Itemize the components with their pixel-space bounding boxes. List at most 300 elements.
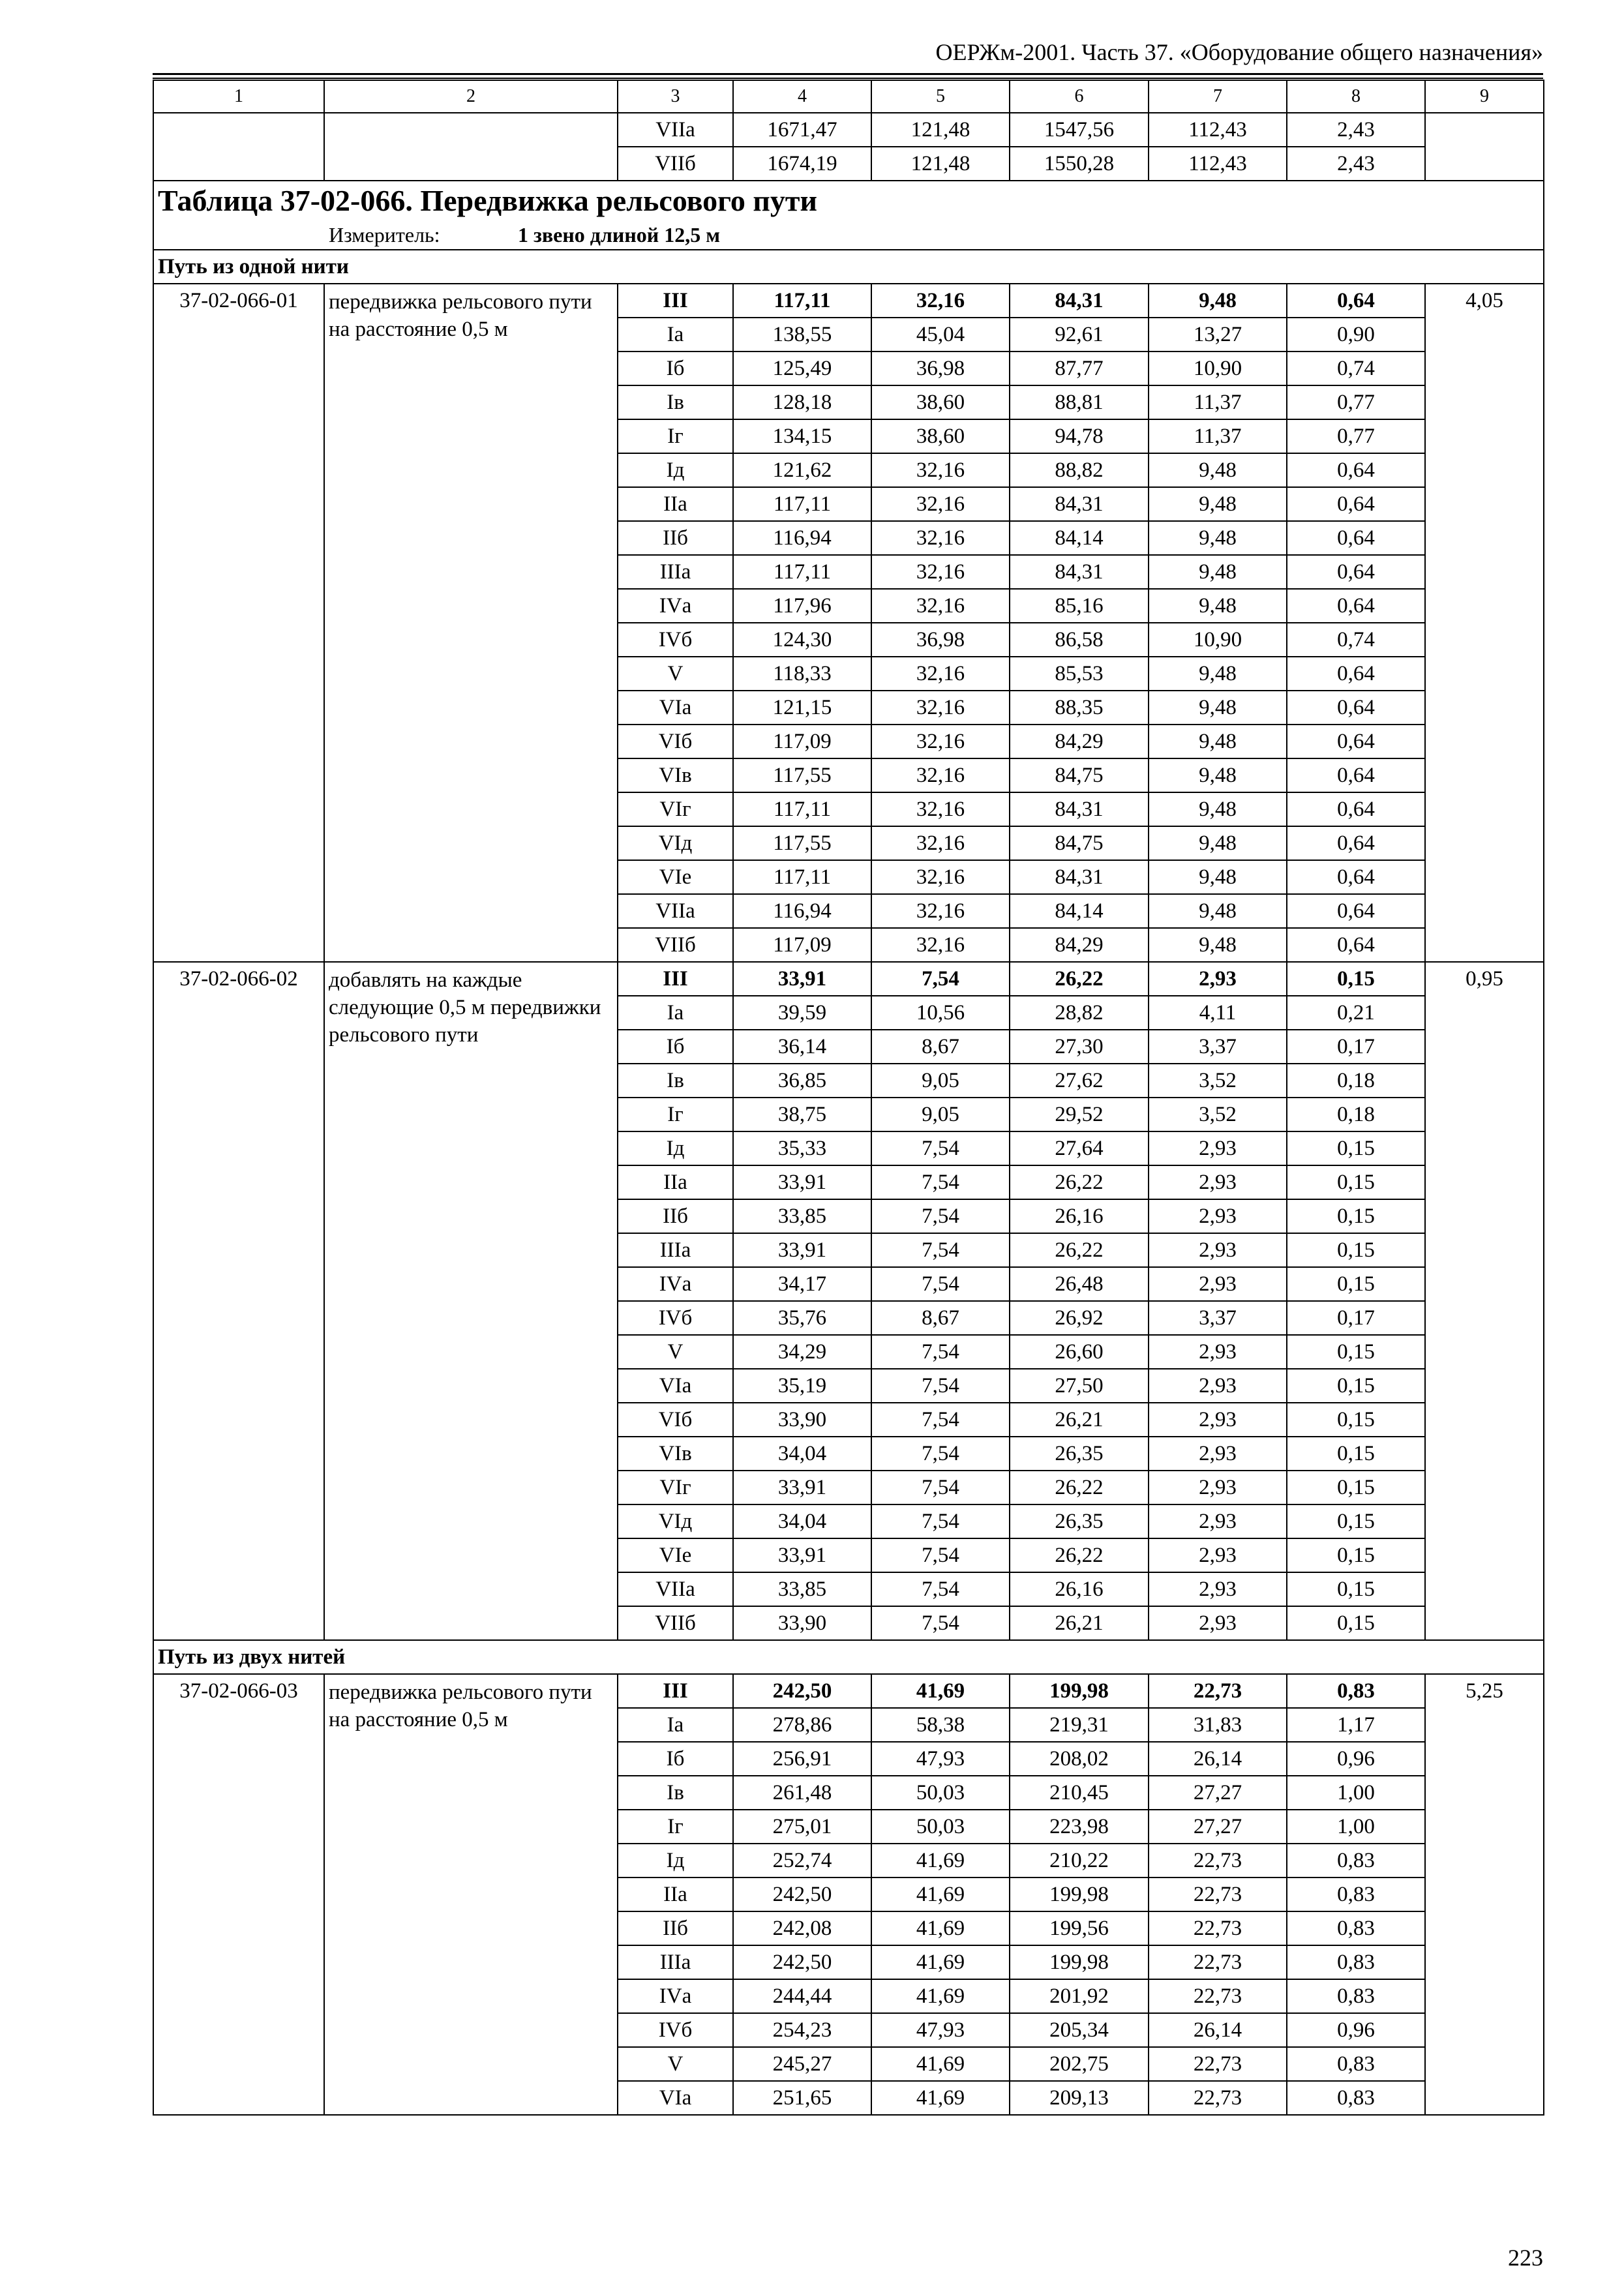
code-cell: 37-02-066-01 — [153, 284, 324, 962]
labor-cost-cell: 58,38 — [871, 1708, 1010, 1742]
driver-wage-cell: 9,48 — [1149, 284, 1287, 318]
labor-cost-cell: 7,54 — [871, 1369, 1010, 1403]
direct-cost-cell: 244,44 — [733, 1979, 871, 2013]
region-cell: IIIа — [618, 555, 733, 589]
driver-wage-cell: 4,11 — [1149, 996, 1287, 1030]
machine-cost-cell: 85,16 — [1010, 589, 1149, 623]
machine-cost-cell: 199,98 — [1010, 1878, 1149, 1911]
labor-cost-cell: 47,93 — [871, 1742, 1010, 1776]
driver-wage-cell: 2,93 — [1149, 1199, 1287, 1233]
rates-table — [153, 80, 1544, 2116]
running-header: ОЕРЖм-2001. Часть 37. «Оборудование общего назначения» — [935, 39, 1543, 65]
labor-cost-cell: 41,69 — [871, 1979, 1010, 2013]
direct-cost-cell: 33,91 — [733, 1471, 871, 1504]
region-cell: VIа — [618, 2081, 733, 2115]
labor-cost-cell: 41,69 — [871, 1911, 1010, 1945]
direct-cost-cell: 128,18 — [733, 385, 871, 419]
machine-cost-cell: 26,35 — [1010, 1504, 1149, 1538]
driver-wage-cell: 2,93 — [1149, 1504, 1287, 1538]
machine-cost-cell: 202,75 — [1010, 2047, 1149, 2081]
labor-cost-cell: 32,16 — [871, 284, 1010, 318]
machine-cost-cell: 26,22 — [1010, 1538, 1149, 1572]
labor-cost-cell: 32,16 — [871, 928, 1010, 962]
region-cell: Iг — [618, 1098, 733, 1131]
machine-cost-cell: 26,22 — [1010, 1471, 1149, 1504]
driver-wage-cell: 3,37 — [1149, 1301, 1287, 1335]
region-cell: III — [618, 284, 733, 318]
materials-cell: 1,00 — [1287, 1810, 1425, 1844]
description-cell — [324, 113, 618, 181]
driver-wage-cell: 9,48 — [1149, 725, 1287, 758]
region-cell: VIIа — [618, 113, 733, 147]
machine-cost-cell: 1547,56 — [1010, 113, 1149, 147]
driver-wage-cell: 9,48 — [1149, 453, 1287, 487]
column-number: 1 — [153, 80, 324, 113]
machine-cost-cell: 26,60 — [1010, 1335, 1149, 1369]
machine-cost-cell: 26,48 — [1010, 1267, 1149, 1301]
labor-cost-cell: 8,67 — [871, 1301, 1010, 1335]
driver-wage-cell: 22,73 — [1149, 1674, 1287, 1708]
section-heading: Путь из двух нитей — [153, 1640, 1544, 1674]
machine-cost-cell: 84,31 — [1010, 284, 1149, 318]
materials-cell: 0,64 — [1287, 487, 1425, 521]
labor-cost-cell: 38,60 — [871, 419, 1010, 453]
materials-cell: 0,15 — [1287, 1199, 1425, 1233]
machine-cost-cell: 88,35 — [1010, 691, 1149, 725]
region-cell: VIб — [618, 1403, 733, 1437]
driver-wage-cell: 9,48 — [1149, 691, 1287, 725]
region-cell: IVб — [618, 2013, 733, 2047]
direct-cost-cell: 275,01 — [733, 1810, 871, 1844]
driver-wage-cell: 2,93 — [1149, 1572, 1287, 1606]
direct-cost-cell: 117,11 — [733, 284, 871, 318]
driver-wage-cell: 22,73 — [1149, 1911, 1287, 1945]
machine-cost-cell: 27,50 — [1010, 1369, 1149, 1403]
materials-cell: 0,15 — [1287, 1471, 1425, 1504]
labor-cost-cell: 32,16 — [871, 860, 1010, 894]
direct-cost-cell: 121,62 — [733, 453, 871, 487]
labor-cost-cell: 8,67 — [871, 1030, 1010, 1064]
materials-cell: 2,43 — [1287, 113, 1425, 147]
driver-wage-cell: 26,14 — [1149, 1742, 1287, 1776]
direct-cost-cell: 1671,47 — [733, 113, 871, 147]
page-number: 223 — [1508, 2245, 1543, 2271]
driver-wage-cell: 13,27 — [1149, 318, 1287, 352]
table-row — [153, 113, 1544, 147]
materials-cell: 0,64 — [1287, 894, 1425, 928]
machine-cost-cell: 28,82 — [1010, 996, 1149, 1030]
region-cell: Iб — [618, 1030, 733, 1064]
materials-cell: 0,15 — [1287, 1165, 1425, 1199]
machine-cost-cell: 84,75 — [1010, 758, 1149, 792]
driver-wage-cell: 9,48 — [1149, 928, 1287, 962]
direct-cost-cell: 117,11 — [733, 487, 871, 521]
labor-cost-cell: 7,54 — [871, 1606, 1010, 1640]
driver-wage-cell: 11,37 — [1149, 385, 1287, 419]
labor-cost-cell: 121,48 — [871, 147, 1010, 181]
region-cell: VIе — [618, 860, 733, 894]
region-cell: IIIа — [618, 1233, 733, 1267]
driver-wage-cell: 22,73 — [1149, 1945, 1287, 1979]
direct-cost-cell: 134,15 — [733, 419, 871, 453]
labor-cost-cell: 50,03 — [871, 1810, 1010, 1844]
materials-cell: 0,64 — [1287, 555, 1425, 589]
labor-cost-cell: 7,54 — [871, 1131, 1010, 1165]
materials-cell: 0,18 — [1287, 1064, 1425, 1098]
region-cell: V — [618, 2047, 733, 2081]
machine-cost-cell: 87,77 — [1010, 352, 1149, 385]
machine-cost-cell: 223,98 — [1010, 1810, 1149, 1844]
direct-cost-cell: 35,76 — [733, 1301, 871, 1335]
driver-wage-cell: 3,52 — [1149, 1098, 1287, 1131]
section-heading: Путь из одной нити — [153, 250, 1544, 284]
materials-cell: 0,64 — [1287, 792, 1425, 826]
direct-cost-cell: 38,75 — [733, 1098, 871, 1131]
materials-cell: 0,64 — [1287, 860, 1425, 894]
direct-cost-cell: 33,85 — [733, 1572, 871, 1606]
driver-wage-cell: 22,73 — [1149, 1844, 1287, 1878]
direct-cost-cell: 33,91 — [733, 1165, 871, 1199]
driver-wage-cell: 9,48 — [1149, 487, 1287, 521]
region-cell: Iб — [618, 352, 733, 385]
machine-cost-cell: 199,98 — [1010, 1945, 1149, 1979]
direct-cost-cell: 125,49 — [733, 352, 871, 385]
driver-wage-cell: 26,14 — [1149, 2013, 1287, 2047]
labor-cost-cell: 7,54 — [871, 962, 1010, 996]
machine-cost-cell: 199,98 — [1010, 1674, 1149, 1708]
direct-cost-cell: 35,33 — [733, 1131, 871, 1165]
region-cell: Iв — [618, 1064, 733, 1098]
direct-cost-cell: 117,09 — [733, 725, 871, 758]
driver-wage-cell: 9,48 — [1149, 555, 1287, 589]
region-cell: VIа — [618, 1369, 733, 1403]
direct-cost-cell: 121,15 — [733, 691, 871, 725]
labor-cost-cell: 32,16 — [871, 792, 1010, 826]
measure-label: Измеритель: — [329, 223, 440, 247]
driver-wage-cell: 27,27 — [1149, 1810, 1287, 1844]
materials-cell: 0,15 — [1287, 1572, 1425, 1606]
materials-cell: 0,15 — [1287, 1267, 1425, 1301]
direct-cost-cell: 261,48 — [733, 1776, 871, 1810]
materials-cell: 0,15 — [1287, 1131, 1425, 1165]
materials-cell: 1,00 — [1287, 1776, 1425, 1810]
region-cell: V — [618, 1335, 733, 1369]
direct-cost-cell: 254,23 — [733, 2013, 871, 2047]
labor-cost-cell: 32,16 — [871, 758, 1010, 792]
machine-cost-cell: 209,13 — [1010, 2081, 1149, 2115]
materials-cell: 0,83 — [1287, 2081, 1425, 2115]
region-cell: IVб — [618, 1301, 733, 1335]
direct-cost-cell: 36,14 — [733, 1030, 871, 1064]
driver-wage-cell: 2,93 — [1149, 1403, 1287, 1437]
column-number: 3 — [618, 80, 733, 113]
machine-cost-cell: 84,31 — [1010, 555, 1149, 589]
total-cell — [1425, 113, 1544, 181]
direct-cost-cell: 256,91 — [733, 1742, 871, 1776]
region-cell: VIIа — [618, 1572, 733, 1606]
driver-wage-cell: 2,93 — [1149, 1165, 1287, 1199]
machine-cost-cell: 84,29 — [1010, 928, 1149, 962]
direct-cost-cell: 33,90 — [733, 1403, 871, 1437]
machine-cost-cell: 1550,28 — [1010, 147, 1149, 181]
labor-cost-cell: 47,93 — [871, 2013, 1010, 2047]
materials-cell: 0,15 — [1287, 1437, 1425, 1471]
direct-cost-cell: 116,94 — [733, 521, 871, 555]
code-cell: 37-02-066-02 — [153, 962, 324, 1640]
machine-cost-cell: 88,81 — [1010, 385, 1149, 419]
region-cell: III — [618, 962, 733, 996]
direct-cost-cell: 39,59 — [733, 996, 871, 1030]
driver-wage-cell: 27,27 — [1149, 1776, 1287, 1810]
direct-cost-cell: 117,11 — [733, 555, 871, 589]
materials-cell: 0,15 — [1287, 1403, 1425, 1437]
labor-cost-cell: 50,03 — [871, 1776, 1010, 1810]
labor-cost-cell: 32,16 — [871, 657, 1010, 691]
direct-cost-cell: 242,50 — [733, 1674, 871, 1708]
table-row — [153, 1674, 1544, 1708]
materials-cell: 0,15 — [1287, 1369, 1425, 1403]
driver-wage-cell: 3,37 — [1149, 1030, 1287, 1064]
materials-cell: 1,17 — [1287, 1708, 1425, 1742]
labor-cost-cell: 41,69 — [871, 1674, 1010, 1708]
column-number: 9 — [1425, 80, 1544, 113]
labor-cost-cell: 121,48 — [871, 113, 1010, 147]
labor-cost-cell: 7,54 — [871, 1165, 1010, 1199]
machine-cost-cell: 26,16 — [1010, 1572, 1149, 1606]
labor-cost-cell: 32,16 — [871, 826, 1010, 860]
materials-cell: 0,15 — [1287, 1335, 1425, 1369]
region-cell: IIб — [618, 1199, 733, 1233]
table-row — [153, 962, 1544, 996]
direct-cost-cell: 116,94 — [733, 894, 871, 928]
labor-cost-cell: 7,54 — [871, 1572, 1010, 1606]
direct-cost-cell: 242,50 — [733, 1945, 871, 1979]
region-cell: III — [618, 1674, 733, 1708]
labor-cost-cell: 32,16 — [871, 589, 1010, 623]
labor-cost-cell: 32,16 — [871, 725, 1010, 758]
direct-cost-cell: 117,11 — [733, 860, 871, 894]
region-cell: VIIб — [618, 928, 733, 962]
materials-cell: 0,15 — [1287, 962, 1425, 996]
region-cell: Iд — [618, 1131, 733, 1165]
driver-wage-cell: 31,83 — [1149, 1708, 1287, 1742]
measure-value: 1 звено длиной 12,5 м — [518, 223, 721, 247]
materials-cell: 0,83 — [1287, 1878, 1425, 1911]
labor-cost-cell: 7,54 — [871, 1403, 1010, 1437]
labor-cost-cell: 7,54 — [871, 1504, 1010, 1538]
driver-wage-cell: 10,90 — [1149, 623, 1287, 657]
materials-cell: 0,15 — [1287, 1233, 1425, 1267]
machine-cost-cell: 201,92 — [1010, 1979, 1149, 2013]
direct-cost-cell: 117,55 — [733, 826, 871, 860]
labor-cost-cell: 7,54 — [871, 1335, 1010, 1369]
driver-wage-cell: 9,48 — [1149, 894, 1287, 928]
materials-cell: 0,83 — [1287, 1911, 1425, 1945]
table-title-row — [153, 181, 1544, 220]
total-cell: 4,05 — [1425, 284, 1544, 962]
driver-wage-cell: 3,52 — [1149, 1064, 1287, 1098]
direct-cost-cell: 34,17 — [733, 1267, 871, 1301]
materials-cell: 0,83 — [1287, 2047, 1425, 2081]
region-cell: VIIб — [618, 1606, 733, 1640]
direct-cost-cell: 118,33 — [733, 657, 871, 691]
direct-cost-cell: 33,91 — [733, 1538, 871, 1572]
machine-cost-cell: 84,29 — [1010, 725, 1149, 758]
labor-cost-cell: 10,56 — [871, 996, 1010, 1030]
direct-cost-cell: 33,85 — [733, 1199, 871, 1233]
direct-cost-cell: 117,09 — [733, 928, 871, 962]
direct-cost-cell: 1674,19 — [733, 147, 871, 181]
machine-cost-cell: 27,62 — [1010, 1064, 1149, 1098]
materials-cell: 0,64 — [1287, 725, 1425, 758]
machine-cost-cell: 84,31 — [1010, 792, 1149, 826]
machine-cost-cell: 210,45 — [1010, 1776, 1149, 1810]
driver-wage-cell: 9,48 — [1149, 792, 1287, 826]
machine-cost-cell: 26,22 — [1010, 962, 1149, 996]
rates-table-body — [153, 80, 1544, 2115]
materials-cell: 0,64 — [1287, 758, 1425, 792]
materials-cell: 0,15 — [1287, 1538, 1425, 1572]
labor-cost-cell: 32,16 — [871, 894, 1010, 928]
driver-wage-cell: 2,93 — [1149, 1606, 1287, 1640]
machine-cost-cell: 205,34 — [1010, 2013, 1149, 2047]
direct-cost-cell: 34,04 — [733, 1504, 871, 1538]
region-cell: Iа — [618, 1708, 733, 1742]
driver-wage-cell: 9,48 — [1149, 826, 1287, 860]
driver-wage-cell: 9,48 — [1149, 657, 1287, 691]
machine-cost-cell: 199,56 — [1010, 1911, 1149, 1945]
region-cell: VIе — [618, 1538, 733, 1572]
direct-cost-cell: 33,91 — [733, 1233, 871, 1267]
machine-cost-cell: 26,16 — [1010, 1199, 1149, 1233]
region-cell: VIг — [618, 1471, 733, 1504]
direct-cost-cell: 34,29 — [733, 1335, 871, 1369]
driver-wage-cell: 9,48 — [1149, 589, 1287, 623]
materials-cell: 0,96 — [1287, 2013, 1425, 2047]
region-cell: IIа — [618, 1165, 733, 1199]
direct-cost-cell: 34,04 — [733, 1437, 871, 1471]
direct-cost-cell: 117,11 — [733, 792, 871, 826]
labor-cost-cell: 9,05 — [871, 1098, 1010, 1131]
direct-cost-cell: 124,30 — [733, 623, 871, 657]
materials-cell: 0,17 — [1287, 1030, 1425, 1064]
labor-cost-cell: 7,54 — [871, 1199, 1010, 1233]
direct-cost-cell: 242,50 — [733, 1878, 871, 1911]
header-rule-thin — [153, 78, 1543, 79]
direct-cost-cell: 36,85 — [733, 1064, 871, 1098]
description-cell: передвижка рельсового пути на расстояние 0,5 м — [324, 1674, 618, 2115]
direct-cost-cell: 251,65 — [733, 2081, 871, 2115]
driver-wage-cell: 2,93 — [1149, 1267, 1287, 1301]
direct-cost-cell: 33,91 — [733, 962, 871, 996]
materials-cell: 0,64 — [1287, 284, 1425, 318]
materials-cell: 0,64 — [1287, 521, 1425, 555]
total-cell: 5,25 — [1425, 1674, 1544, 2115]
machine-cost-cell: 29,52 — [1010, 1098, 1149, 1131]
header-rule — [153, 73, 1543, 75]
column-number: 7 — [1149, 80, 1287, 113]
direct-cost-cell: 117,55 — [733, 758, 871, 792]
labor-cost-cell: 7,54 — [871, 1267, 1010, 1301]
column-number: 5 — [871, 80, 1010, 113]
labor-cost-cell: 41,69 — [871, 2047, 1010, 2081]
driver-wage-cell: 2,93 — [1149, 1131, 1287, 1165]
machine-cost-cell: 86,58 — [1010, 623, 1149, 657]
direct-cost-cell: 138,55 — [733, 318, 871, 352]
region-cell: VIIа — [618, 894, 733, 928]
region-cell: VIб — [618, 725, 733, 758]
machine-cost-cell: 219,31 — [1010, 1708, 1149, 1742]
labor-cost-cell: 41,69 — [871, 1844, 1010, 1878]
labor-cost-cell: 38,60 — [871, 385, 1010, 419]
region-cell: Iб — [618, 1742, 733, 1776]
section-heading-row — [153, 250, 1544, 284]
materials-cell: 0,18 — [1287, 1098, 1425, 1131]
column-number: 8 — [1287, 80, 1425, 113]
driver-wage-cell: 2,93 — [1149, 1369, 1287, 1403]
driver-wage-cell: 2,93 — [1149, 1233, 1287, 1267]
driver-wage-cell: 22,73 — [1149, 1878, 1287, 1911]
materials-cell: 2,43 — [1287, 147, 1425, 181]
driver-wage-cell: 22,73 — [1149, 2047, 1287, 2081]
materials-cell: 0,83 — [1287, 1674, 1425, 1708]
region-cell: IVб — [618, 623, 733, 657]
driver-wage-cell: 2,93 — [1149, 1437, 1287, 1471]
description-cell: передвижка рельсового пути на расстояние 0,5 м — [324, 284, 618, 962]
region-cell: VIа — [618, 691, 733, 725]
region-cell: IIа — [618, 487, 733, 521]
machine-cost-cell: 84,31 — [1010, 487, 1149, 521]
table-row — [153, 284, 1544, 318]
driver-wage-cell: 2,93 — [1149, 1471, 1287, 1504]
driver-wage-cell: 9,48 — [1149, 521, 1287, 555]
machine-cost-cell: 26,92 — [1010, 1301, 1149, 1335]
materials-cell: 0,64 — [1287, 657, 1425, 691]
region-cell: IIб — [618, 521, 733, 555]
direct-cost-cell: 252,74 — [733, 1844, 871, 1878]
driver-wage-cell: 112,43 — [1149, 147, 1287, 181]
materials-cell: 0,83 — [1287, 1844, 1425, 1878]
labor-cost-cell: 32,16 — [871, 691, 1010, 725]
materials-cell: 0,90 — [1287, 318, 1425, 352]
labor-cost-cell: 7,54 — [871, 1437, 1010, 1471]
region-cell: VIв — [618, 1437, 733, 1471]
region-cell: Iа — [618, 318, 733, 352]
labor-cost-cell: 7,54 — [871, 1233, 1010, 1267]
driver-wage-cell: 9,48 — [1149, 758, 1287, 792]
driver-wage-cell: 2,93 — [1149, 962, 1287, 996]
materials-cell: 0,17 — [1287, 1301, 1425, 1335]
materials-cell: 0,15 — [1287, 1504, 1425, 1538]
labor-cost-cell: 36,98 — [871, 352, 1010, 385]
column-number: 2 — [324, 80, 618, 113]
materials-cell: 0,96 — [1287, 1742, 1425, 1776]
table-title: Таблица 37-02-066. Передвижка рельсового пути — [153, 181, 1544, 220]
machine-cost-cell: 26,21 — [1010, 1403, 1149, 1437]
driver-wage-cell: 2,93 — [1149, 1335, 1287, 1369]
region-cell: V — [618, 657, 733, 691]
materials-cell: 0,74 — [1287, 352, 1425, 385]
materials-cell: 0,15 — [1287, 1606, 1425, 1640]
region-cell: Iв — [618, 385, 733, 419]
direct-cost-cell: 245,27 — [733, 2047, 871, 2081]
driver-wage-cell: 10,90 — [1149, 352, 1287, 385]
materials-cell: 0,64 — [1287, 826, 1425, 860]
machine-cost-cell: 208,02 — [1010, 1742, 1149, 1776]
machine-cost-cell: 27,64 — [1010, 1131, 1149, 1165]
total-cell: 0,95 — [1425, 962, 1544, 1640]
machine-cost-cell: 84,75 — [1010, 826, 1149, 860]
